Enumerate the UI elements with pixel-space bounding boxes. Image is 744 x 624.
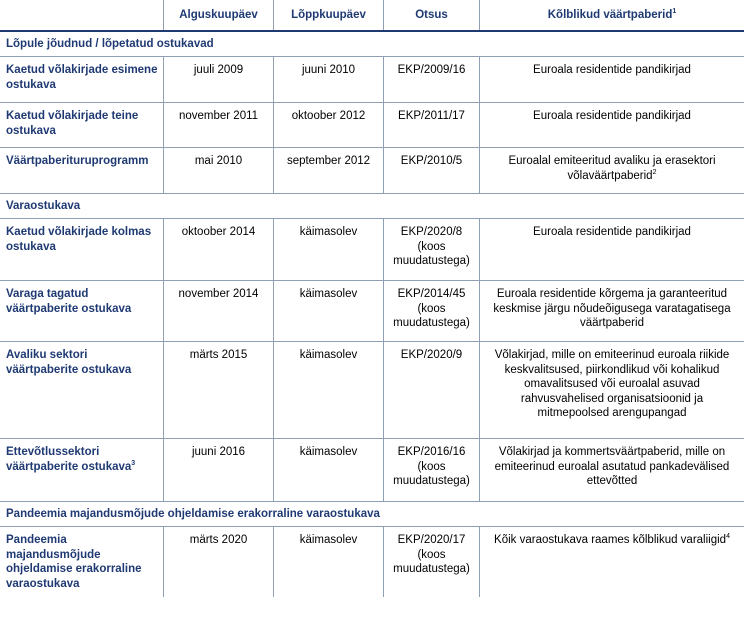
decision: EKP/2011/17 bbox=[384, 103, 480, 147]
programme-name: Kaetud võlakirjade esimene ostukava bbox=[0, 57, 164, 102]
programme-name: Kaetud võlakirjade teine ostukava bbox=[0, 103, 164, 147]
end-date: oktoober 2012 bbox=[274, 103, 384, 147]
table-row bbox=[0, 342, 744, 439]
end-date: käimasolev bbox=[274, 342, 384, 438]
table-row bbox=[0, 439, 744, 502]
end-date: käimasolev bbox=[274, 219, 384, 280]
decision: EKP/2010/5 bbox=[384, 148, 480, 193]
eligible-securities: Võlakirjad, mille on emiteerinud euroala riikide keskvalitsused, piirkondlikud või kohalikud omavalitsused või euroalal asuvad rahvusvahelised organisatsioonid ja mitmepoolsed arengupangad bbox=[494, 349, 730, 419]
programme-name: Kaetud võlakirjade kolmas ostukava bbox=[0, 219, 164, 280]
eligible-securities: Euroala residentide pandikirjad bbox=[533, 64, 691, 76]
programme-name: Ettevõtlussektori väärtpaberite ostukava$^3$ bbox=[0, 439, 164, 501]
start-date: märts 2015 bbox=[164, 342, 274, 438]
start-date: oktoober 2014 bbox=[164, 219, 274, 280]
section-header-pepp bbox=[0, 502, 744, 527]
table-row bbox=[0, 103, 744, 148]
table-header-row bbox=[0, 0, 744, 32]
section-title: Varaostukava bbox=[6, 200, 81, 212]
programme-name: Väärtpaberituruprogramm bbox=[0, 148, 164, 193]
table-row bbox=[0, 527, 744, 597]
end-date: käimasolev bbox=[274, 439, 384, 501]
programme-name: Avaliku sektori väärtpaberite ostukava bbox=[0, 342, 164, 438]
eligible-securities: Euroala residentide pandikirjad bbox=[533, 110, 691, 122]
decision: EKP/2020/8 (koos muudatustega) bbox=[384, 219, 480, 280]
decision: EKP/2016/16 (koos muudatustega) bbox=[384, 439, 480, 501]
start-date: märts 2020 bbox=[164, 527, 274, 597]
section-title: Pandeemia majandusmõjude ohjeldamise erakorraline varaostukava bbox=[6, 508, 380, 520]
header-start-date: Alguskuupäev bbox=[164, 0, 274, 30]
eligible-securities: Võlakirjad ja kommertsväärtpaberid, mille on emiteerinud euroalal asutatud pankadevälised ettevõtted bbox=[494, 446, 730, 487]
start-date: juuni 2016 bbox=[164, 439, 274, 501]
table-row bbox=[0, 281, 744, 342]
decision: EKP/2020/9 bbox=[384, 342, 480, 438]
programme-name: Pandeemia majandusmõjude ohjeldamise erakorraline varaostukava bbox=[0, 527, 164, 597]
header-eligible-securities: Kõlblikud väärtpaberid$^1$ bbox=[547, 8, 677, 21]
table-row bbox=[0, 57, 744, 103]
footnote-marker: 4 bbox=[726, 533, 730, 541]
eligible-securities: Euroala residentide kõrgema ja garanteeritud keskmise järgu nõudeõigusega varatagatisega väärtpaberid bbox=[493, 288, 731, 329]
header-decision: Otsus bbox=[384, 0, 480, 30]
footnote-marker: 3 bbox=[131, 459, 136, 467]
decision: EKP/2014/45 (koos muudatustega) bbox=[384, 281, 480, 341]
end-date: käimasolev bbox=[274, 527, 384, 597]
header-end-date: Lõppkuupäev bbox=[274, 0, 384, 30]
footnote-marker: 2 bbox=[652, 168, 657, 176]
eligible-securities: Euroala residentide pandikirjad bbox=[533, 226, 691, 238]
eligible-securities: Kõik varaostukava raames kõlblikud varaliigid$^4$ bbox=[494, 533, 730, 546]
start-date: juuli 2009 bbox=[164, 57, 274, 102]
end-date: september 2012 bbox=[274, 148, 384, 193]
section-header-app bbox=[0, 194, 744, 219]
eligible-securities: Euroalal emiteeritud avaliku ja erasektori võlaväärtpaberid$^2$ bbox=[508, 155, 716, 182]
header-programme bbox=[0, 0, 164, 30]
decision: EKP/2020/17 (koos muudatustega) bbox=[384, 527, 480, 597]
section-title: Lõpule jõudnud / lõpetatud ostukavad bbox=[6, 38, 214, 50]
end-date: juuni 2010 bbox=[274, 57, 384, 102]
start-date: november 2014 bbox=[164, 281, 274, 341]
start-date: mai 2010 bbox=[164, 148, 274, 193]
table-row bbox=[0, 219, 744, 281]
section-header-completed bbox=[0, 32, 744, 57]
end-date: käimasolev bbox=[274, 281, 384, 341]
programme-name: Varaga tagatud väärtpaberite ostukava bbox=[0, 281, 164, 341]
start-date: november 2011 bbox=[164, 103, 274, 147]
table-row bbox=[0, 148, 744, 194]
decision: EKP/2009/16 bbox=[384, 57, 480, 102]
